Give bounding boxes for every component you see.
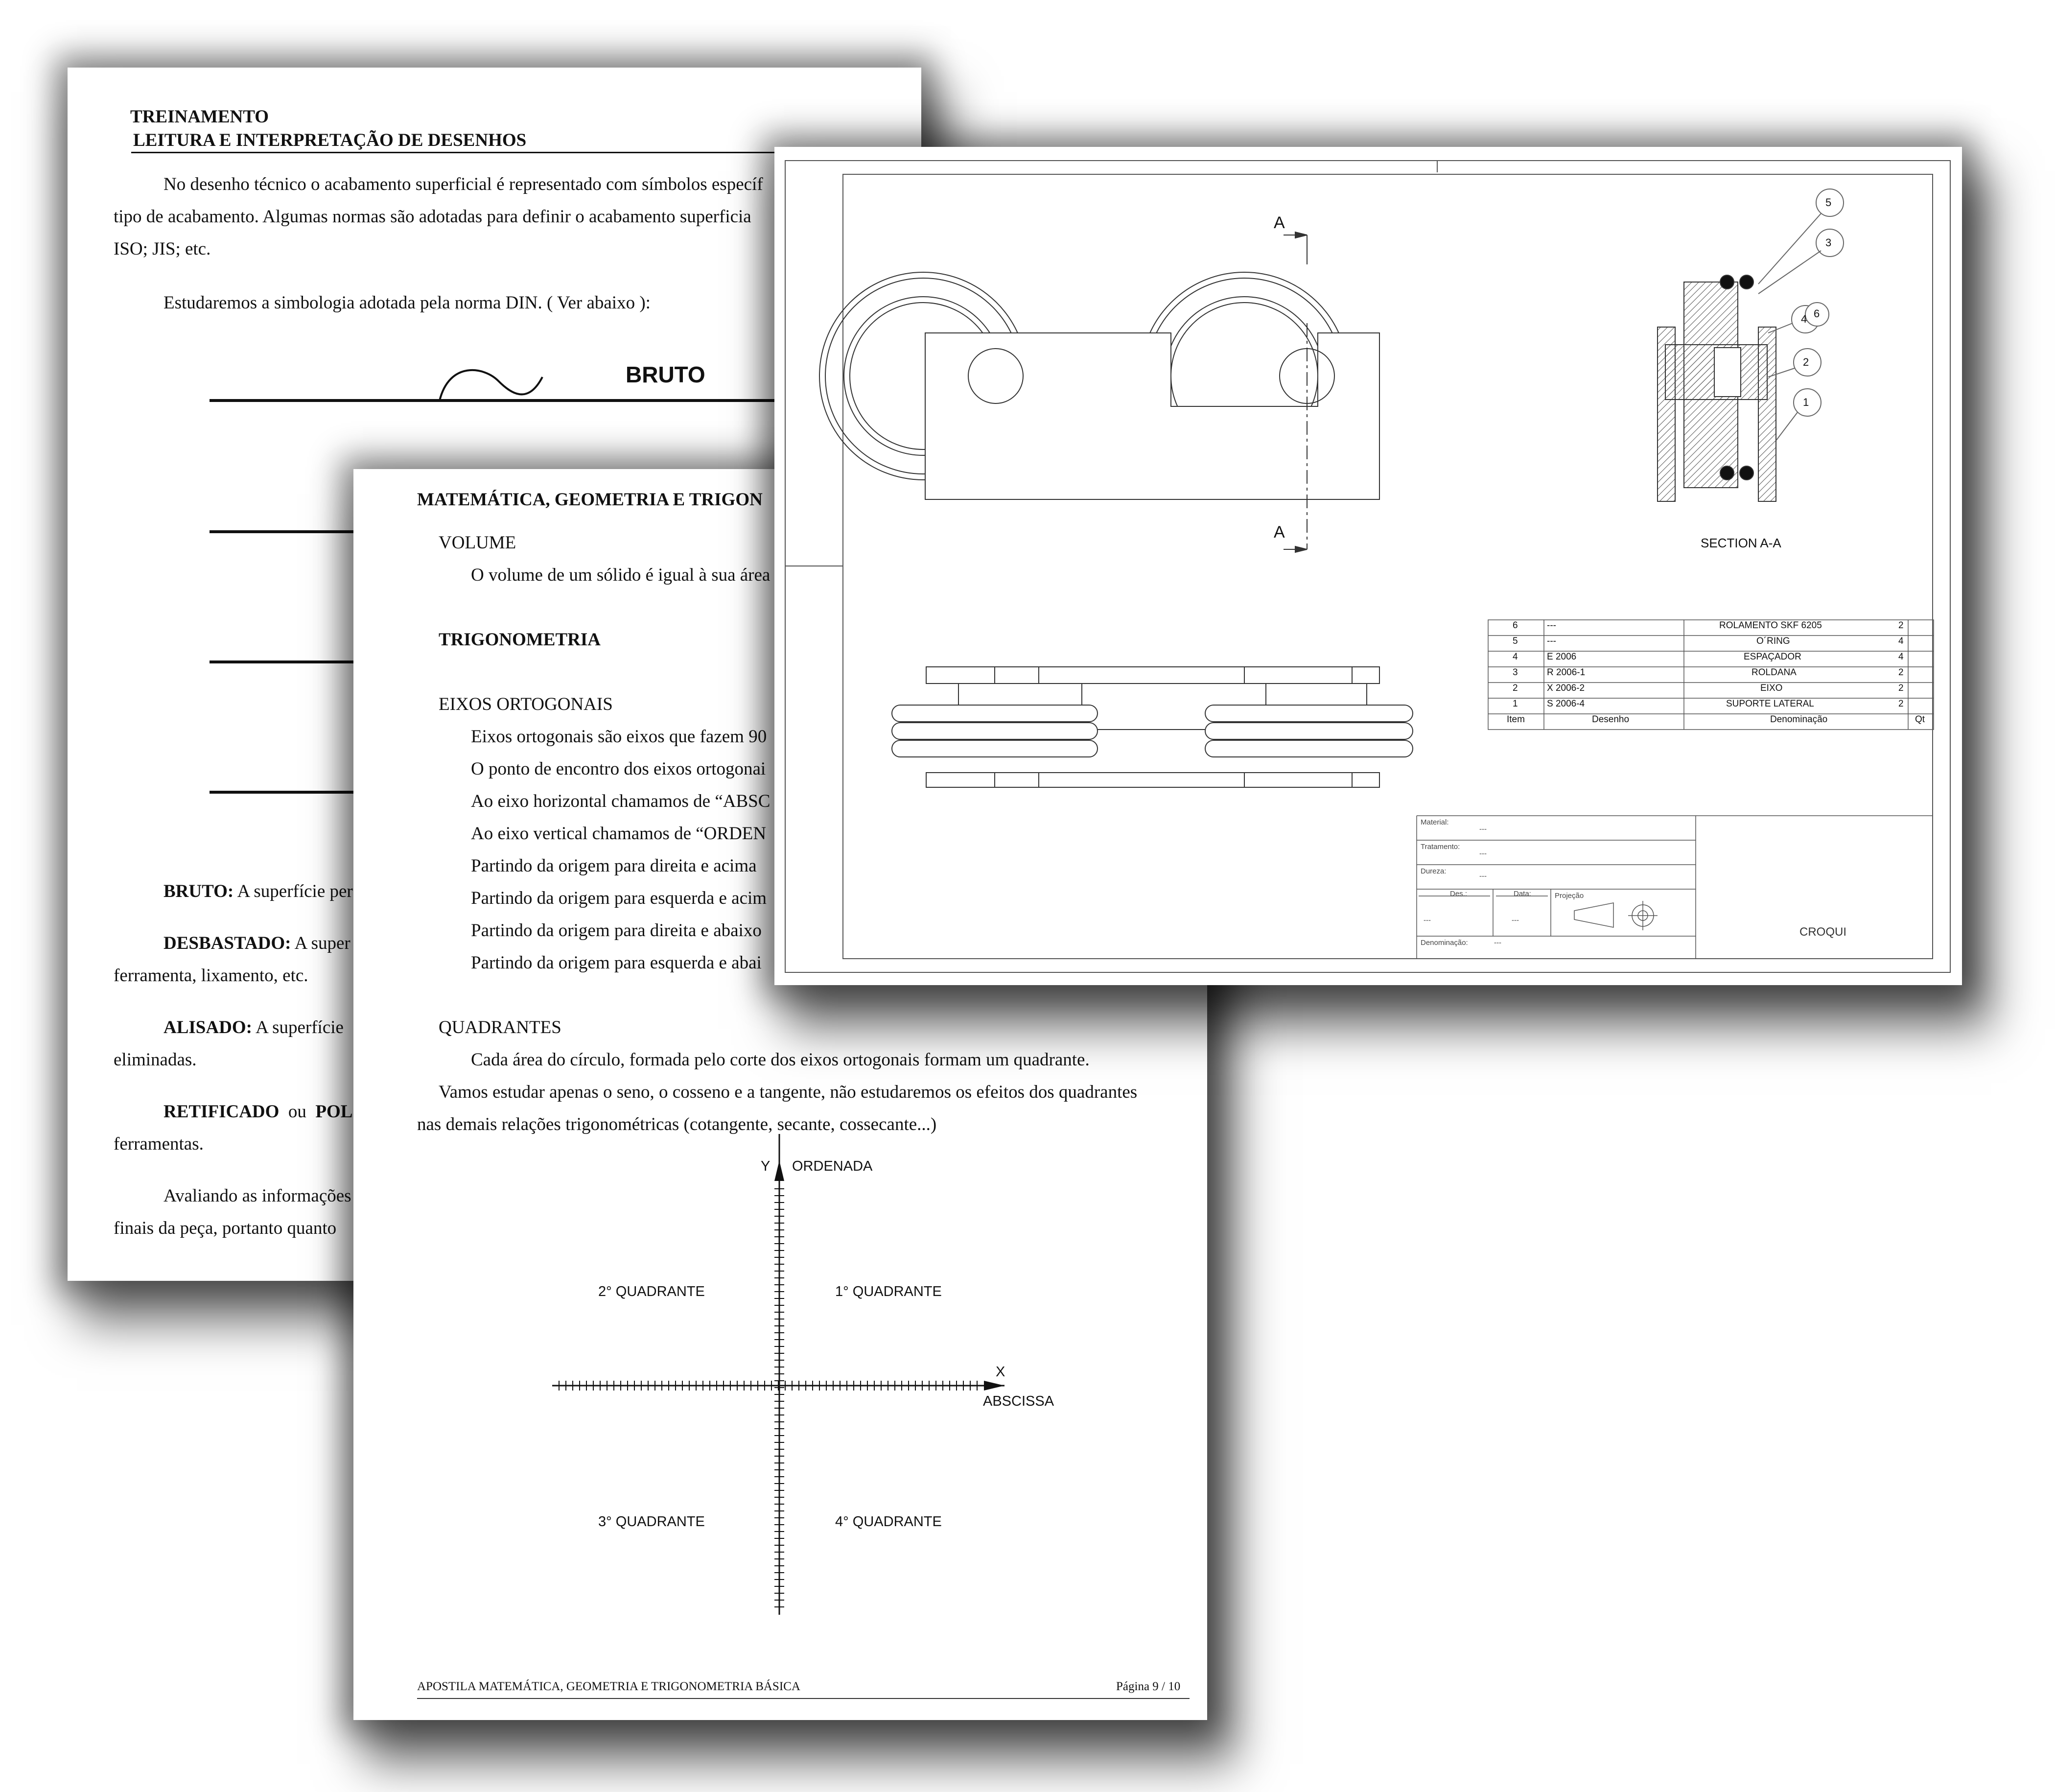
- quadrant-1-label: 1° QUADRANTE: [835, 1284, 942, 1299]
- desbastado-line2: ferramenta, lixamento, etc.: [114, 966, 308, 986]
- bom-item: 6: [1513, 620, 1518, 631]
- alisado-desc: [163, 1018, 344, 1037]
- tb-denominacao-value: ---: [1494, 939, 1501, 947]
- tb-des-label: Des.:: [1450, 890, 1468, 898]
- bom-header-item: Item: [1507, 714, 1525, 725]
- quadrant-4-label: 4° QUADRANTE: [835, 1514, 942, 1530]
- quadrant-3-label: 3° QUADRANTE: [598, 1514, 705, 1530]
- retificado-desc: [163, 1103, 352, 1121]
- volume-text: O volume de um sólido é igual à sua área: [471, 565, 771, 585]
- retificado-ou: ou: [288, 1102, 306, 1122]
- eixos-line-3: Ao eixo horizontal chamamos de “ABSC: [471, 791, 771, 811]
- alisado-line2: eliminadas.: [114, 1050, 197, 1070]
- page2-title: MATEMÁTICA, GEOMETRIA E TRIGON: [417, 490, 763, 510]
- term-retificado: RETIFICADO: [163, 1102, 280, 1122]
- bom-item: 3: [1513, 667, 1518, 678]
- tb-des-value: ---: [1424, 916, 1431, 924]
- balloon-3: 3: [1825, 236, 1832, 249]
- quadrantes-line2: Vamos estudar apenas o seno, o cosseno e a tangente, não estudaremos os efeitos dos quadrantes: [439, 1082, 1138, 1102]
- bom-denominacao: SUPORTE LATERAL: [1726, 699, 1814, 709]
- bom-desenho: ---: [1547, 636, 1556, 646]
- bom-qt: 4: [1898, 636, 1904, 646]
- quadrantes-heading: QUADRANTES: [439, 1017, 561, 1037]
- eixos-line-5: Partindo da origem para direita e acima: [471, 856, 757, 876]
- tb-dureza-value: ---: [1479, 872, 1487, 880]
- quadrantes-line1: Cada área do círculo, formada pelo corte dos eixos ortogonais formam um quadrante.: [471, 1050, 1090, 1070]
- bom-desenho: S 2006-4: [1547, 699, 1585, 709]
- tb-projecao-label: Projeção: [1555, 892, 1584, 900]
- eixos-line-4: Ao eixo vertical chamamos de “ORDEN: [471, 824, 767, 844]
- bom-item: 1: [1513, 699, 1518, 709]
- bom-desenho: R 2006-1: [1547, 667, 1586, 678]
- bom-item: 4: [1513, 652, 1518, 662]
- bom-denominacao: ROLDANA: [1751, 667, 1797, 678]
- para1-line1: No desenho técnico o acabamento superficial é representado com símbolos específ: [163, 174, 763, 194]
- axis-x-label: ABSCISSA: [983, 1393, 1054, 1409]
- bom-header-qt: Qt: [1915, 714, 1925, 725]
- desbastado-desc: [163, 934, 350, 952]
- tb-denominacao-label: Denominação:: [1421, 939, 1468, 947]
- bom-qt: 2: [1898, 620, 1904, 631]
- bom-qt: 2: [1898, 683, 1904, 693]
- volume-heading: VOLUME: [439, 533, 516, 553]
- term-desbastado: DESBASTADO:: [163, 933, 291, 953]
- para2: Estudaremos a simbologia adotada pela norma DIN. ( Ver abaixo ):: [163, 293, 651, 313]
- tb-data-label: Data:: [1514, 890, 1531, 898]
- term-alisado: ALISADO:: [163, 1017, 252, 1037]
- eixos-line-8: Partindo da origem para esquerda e abai: [471, 953, 762, 973]
- desbastado-text: A super: [294, 933, 350, 953]
- para1-line2: tipo de acabamento. Algumas normas são adotadas para definir o acabamento superficia: [114, 207, 751, 227]
- bom-item: 5: [1513, 636, 1518, 646]
- quadrantes-line3: nas demais relações trigonométricas (cotangente, secante, cossecante...): [417, 1114, 937, 1134]
- bom-qt: 4: [1898, 652, 1904, 662]
- axis-x-letter: X: [996, 1364, 1005, 1380]
- bom-desenho: E 2006: [1547, 652, 1577, 662]
- tb-tratamento-value: ---: [1479, 849, 1487, 858]
- bom-denominacao: ROLAMENTO SKF 6205: [1719, 620, 1822, 631]
- eixos-line-7: Partindo da origem para direita e abaixo: [471, 920, 762, 941]
- bruto-text: A superfície per: [237, 881, 353, 901]
- tb-material-label: Material:: [1421, 818, 1449, 826]
- bom-desenho: X 2006-2: [1547, 683, 1585, 693]
- tb-data-value: ---: [1512, 916, 1519, 924]
- bom-item: 2: [1513, 683, 1518, 693]
- footer-page-number: Página 9 / 10: [1116, 1680, 1181, 1693]
- bom-denominacao: EIXO: [1760, 683, 1783, 693]
- avaliando-line1: Avaliando as informações: [163, 1186, 351, 1206]
- tb-tratamento-label: Tratamento:: [1421, 843, 1460, 851]
- balloon-4: 4: [1801, 313, 1807, 325]
- eixos-line-6: Partindo da origem para esquerda e acim: [471, 888, 767, 908]
- bom-qt: 2: [1898, 699, 1904, 709]
- bom-desenho: ---: [1547, 620, 1556, 631]
- axis-y-letter: Y: [761, 1158, 771, 1174]
- bom-header-desenho: Desenho: [1592, 714, 1630, 725]
- bom-denominacao: ESPAÇADOR: [1744, 652, 1801, 662]
- trig-heading: TRIGONOMETRIA: [439, 630, 601, 650]
- eixos-heading: EIXOS ORTOGONAIS: [439, 694, 613, 714]
- assembly-drawing: [774, 147, 1962, 985]
- balloon-6: 6: [1814, 307, 1820, 320]
- section-marker-bottom: A: [1274, 523, 1285, 542]
- bruto-desc: [163, 882, 353, 900]
- term-bruto: BRUTO:: [163, 881, 234, 901]
- axis-y-label: ORDENADA: [792, 1158, 873, 1174]
- retificado-line2: ferramentas.: [114, 1134, 204, 1154]
- footer-left: APOSTILA MATEMÁTICA, GEOMETRIA E TRIGONOMETRIA BÁSICA: [417, 1680, 800, 1693]
- page-technical-drawing: [774, 147, 1962, 985]
- tb-material-value: ---: [1479, 825, 1487, 833]
- section-label: SECTION A-A: [1701, 536, 1781, 550]
- header-training: TREINAMENTO: [130, 107, 269, 127]
- balloon-2: 2: [1803, 356, 1809, 368]
- symbol-label-bruto: BRUTO: [626, 362, 705, 387]
- balloon-5: 5: [1825, 196, 1832, 209]
- section-marker-top: A: [1274, 213, 1285, 232]
- tb-croqui: CROQUI: [1799, 925, 1846, 939]
- eixos-line-2: O ponto de encontro dos eixos ortogonai: [471, 759, 766, 779]
- quadrant-2-label: 2° QUADRANTE: [598, 1284, 705, 1299]
- alisado-text: A superfície: [256, 1017, 344, 1037]
- bom-header-denominacao: Denominação: [1770, 714, 1828, 725]
- avaliando-line2: finais da peça, portanto quanto: [114, 1218, 337, 1238]
- header-reading-drawings: LEITURA E INTERPRETAÇÃO DE DESENHOS: [133, 130, 527, 150]
- bom-qt: 2: [1898, 667, 1904, 678]
- tb-dureza-label: Dureza:: [1421, 867, 1447, 875]
- term-polido: POL: [315, 1102, 353, 1122]
- eixos-line-1: Eixos ortogonais são eixos que fazem 90: [471, 727, 767, 747]
- para1-line3: ISO; JIS; etc.: [114, 239, 211, 259]
- balloon-1: 1: [1803, 396, 1809, 408]
- bom-denominacao: O´RING: [1756, 636, 1790, 646]
- footer-rule: [417, 1698, 1190, 1699]
